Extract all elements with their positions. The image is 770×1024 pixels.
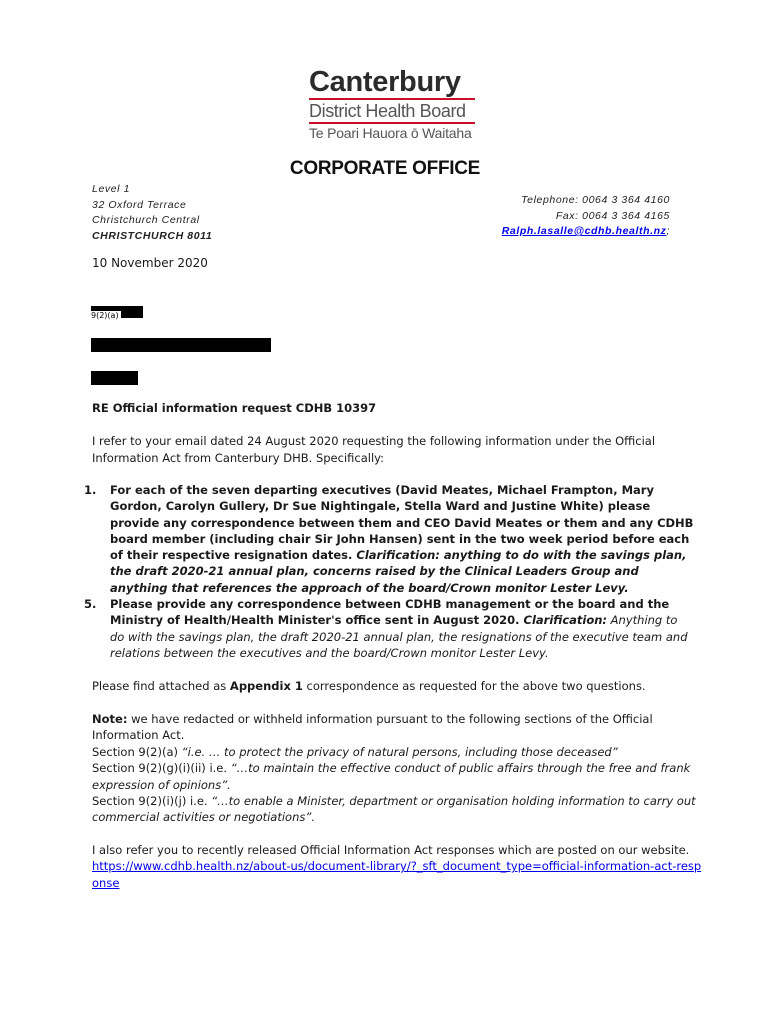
logo-sub-text: District Health Board: [309, 101, 466, 121]
page-title: CORPORATE OFFICE: [289, 158, 481, 179]
contact-details: [502, 193, 670, 240]
subject-line: RE Official information request CDHB 10397: [92, 401, 377, 415]
clarification-text: anything to do with the savings plan, the draft 2020-21 annual plan, concerns raised by the Clinical Leaders Group and anything that references the approach of the board/Crown monitor Lester Levy.: [110, 548, 687, 595]
note-intro: [92, 711, 702, 744]
email-line: [502, 224, 670, 240]
address-line: Christchurch Central: [92, 214, 200, 226]
section-prefix: Section 9(2)(g)(i)(ii) i.e.: [92, 761, 231, 776]
section-prefix: Section 9(2)(a): [92, 744, 182, 759]
section-line: [92, 744, 702, 760]
intro-paragraph: I refer to your email dated 24 August 2020 requesting the following information under the Official Information Act from Canterbury DHB. Specifically:: [92, 434, 656, 465]
redaction-label: 9(2)(a): [91, 311, 119, 320]
website-link[interactable]: https://www.cdhb.health.nz/about-us/document-library/?_sft_document_type=official-information-act-response: [92, 859, 702, 890]
clarification-text: Anything to do with the savings plan, the draft 2020-21 annual plan, the resignations of the executive team and relations between the executives and the board/Crown monitor Lester Levy.: [110, 613, 688, 660]
email-suffix: ;: [666, 225, 670, 237]
email-link[interactable]: Ralph.lasalle@cdhb.health.nz: [501, 225, 667, 237]
section-quote: “…to maintain the effective conduct of public affairs through the free and frank expression of opinions”.: [92, 761, 691, 792]
section-prefix: Section 9(2)(i)(j) i.e.: [92, 794, 212, 809]
list-number: 1.: [84, 483, 97, 497]
redaction-block: [91, 306, 143, 318]
list-item: [84, 596, 694, 661]
item-text: Please provide any correspondence between CDHB management or the board and the Ministry of Health/Health Minister's office sent in August 2020.: [110, 597, 670, 628]
section-quote: “…to enable a Minister, department or organisation holding information to carry out commercial activities or negotiations”.: [92, 794, 696, 825]
list-number: 5.: [84, 597, 97, 612]
appendix-paragraph: [92, 678, 692, 695]
fax: Fax: 0064 3 364 4165: [555, 209, 670, 222]
address-line: 32 Oxford Terrace: [92, 198, 187, 211]
clarification-label: Clarification:: [523, 613, 608, 628]
letter-date: 10 November 2020: [92, 256, 208, 270]
redaction-block: [91, 338, 271, 352]
appendix-label: Appendix 1: [229, 679, 303, 693]
note-label: Note:: [92, 712, 128, 726]
note-text: we have redacted or withheld information pursuant to the following sections of the Official Information Act.: [92, 712, 653, 743]
logo-maori-text: Te Poari Hauora ō Waitaha: [309, 125, 472, 141]
telephone: Telephone: 0064 3 364 4160: [521, 194, 670, 206]
cdhb-logo: [309, 66, 479, 142]
section-line: [92, 760, 702, 793]
appendix-before: Please find attached as: [92, 679, 230, 693]
note-paragraph: [92, 711, 702, 826]
address-line: Level 1: [92, 183, 131, 195]
section-line: [92, 793, 702, 826]
address-line: CHRISTCHURCH 8011: [92, 229, 213, 242]
website-paragraph: [92, 842, 702, 891]
website-text: I also refer you to recently released Official Information Act responses which are posted on our website.: [92, 843, 690, 857]
list-item: [84, 482, 694, 596]
logo-main-text: Canterbury: [309, 66, 461, 98]
request-list: [84, 482, 694, 661]
sender-address: [92, 182, 212, 244]
clarification-label: Clarification:: [356, 548, 440, 563]
item-text: For each of the seven departing executives (David Meates, Michael Frampton, Mary Gordon, Carolyn Gullery, Dr Sue Nightingale, Stella Ward and Justine White) please provide any correspondence between them and CEO David Meates or them and any CDHB board member (including chair Sir John Hansen) sent in the two week period before each of their respective resignation dates.: [110, 483, 694, 563]
section-quote: “i.e. … to protect the privacy of natural persons, including those deceased”: [181, 744, 618, 759]
appendix-after: correspondence as requested for the above two questions.: [302, 679, 646, 693]
redaction-block: [91, 371, 138, 385]
